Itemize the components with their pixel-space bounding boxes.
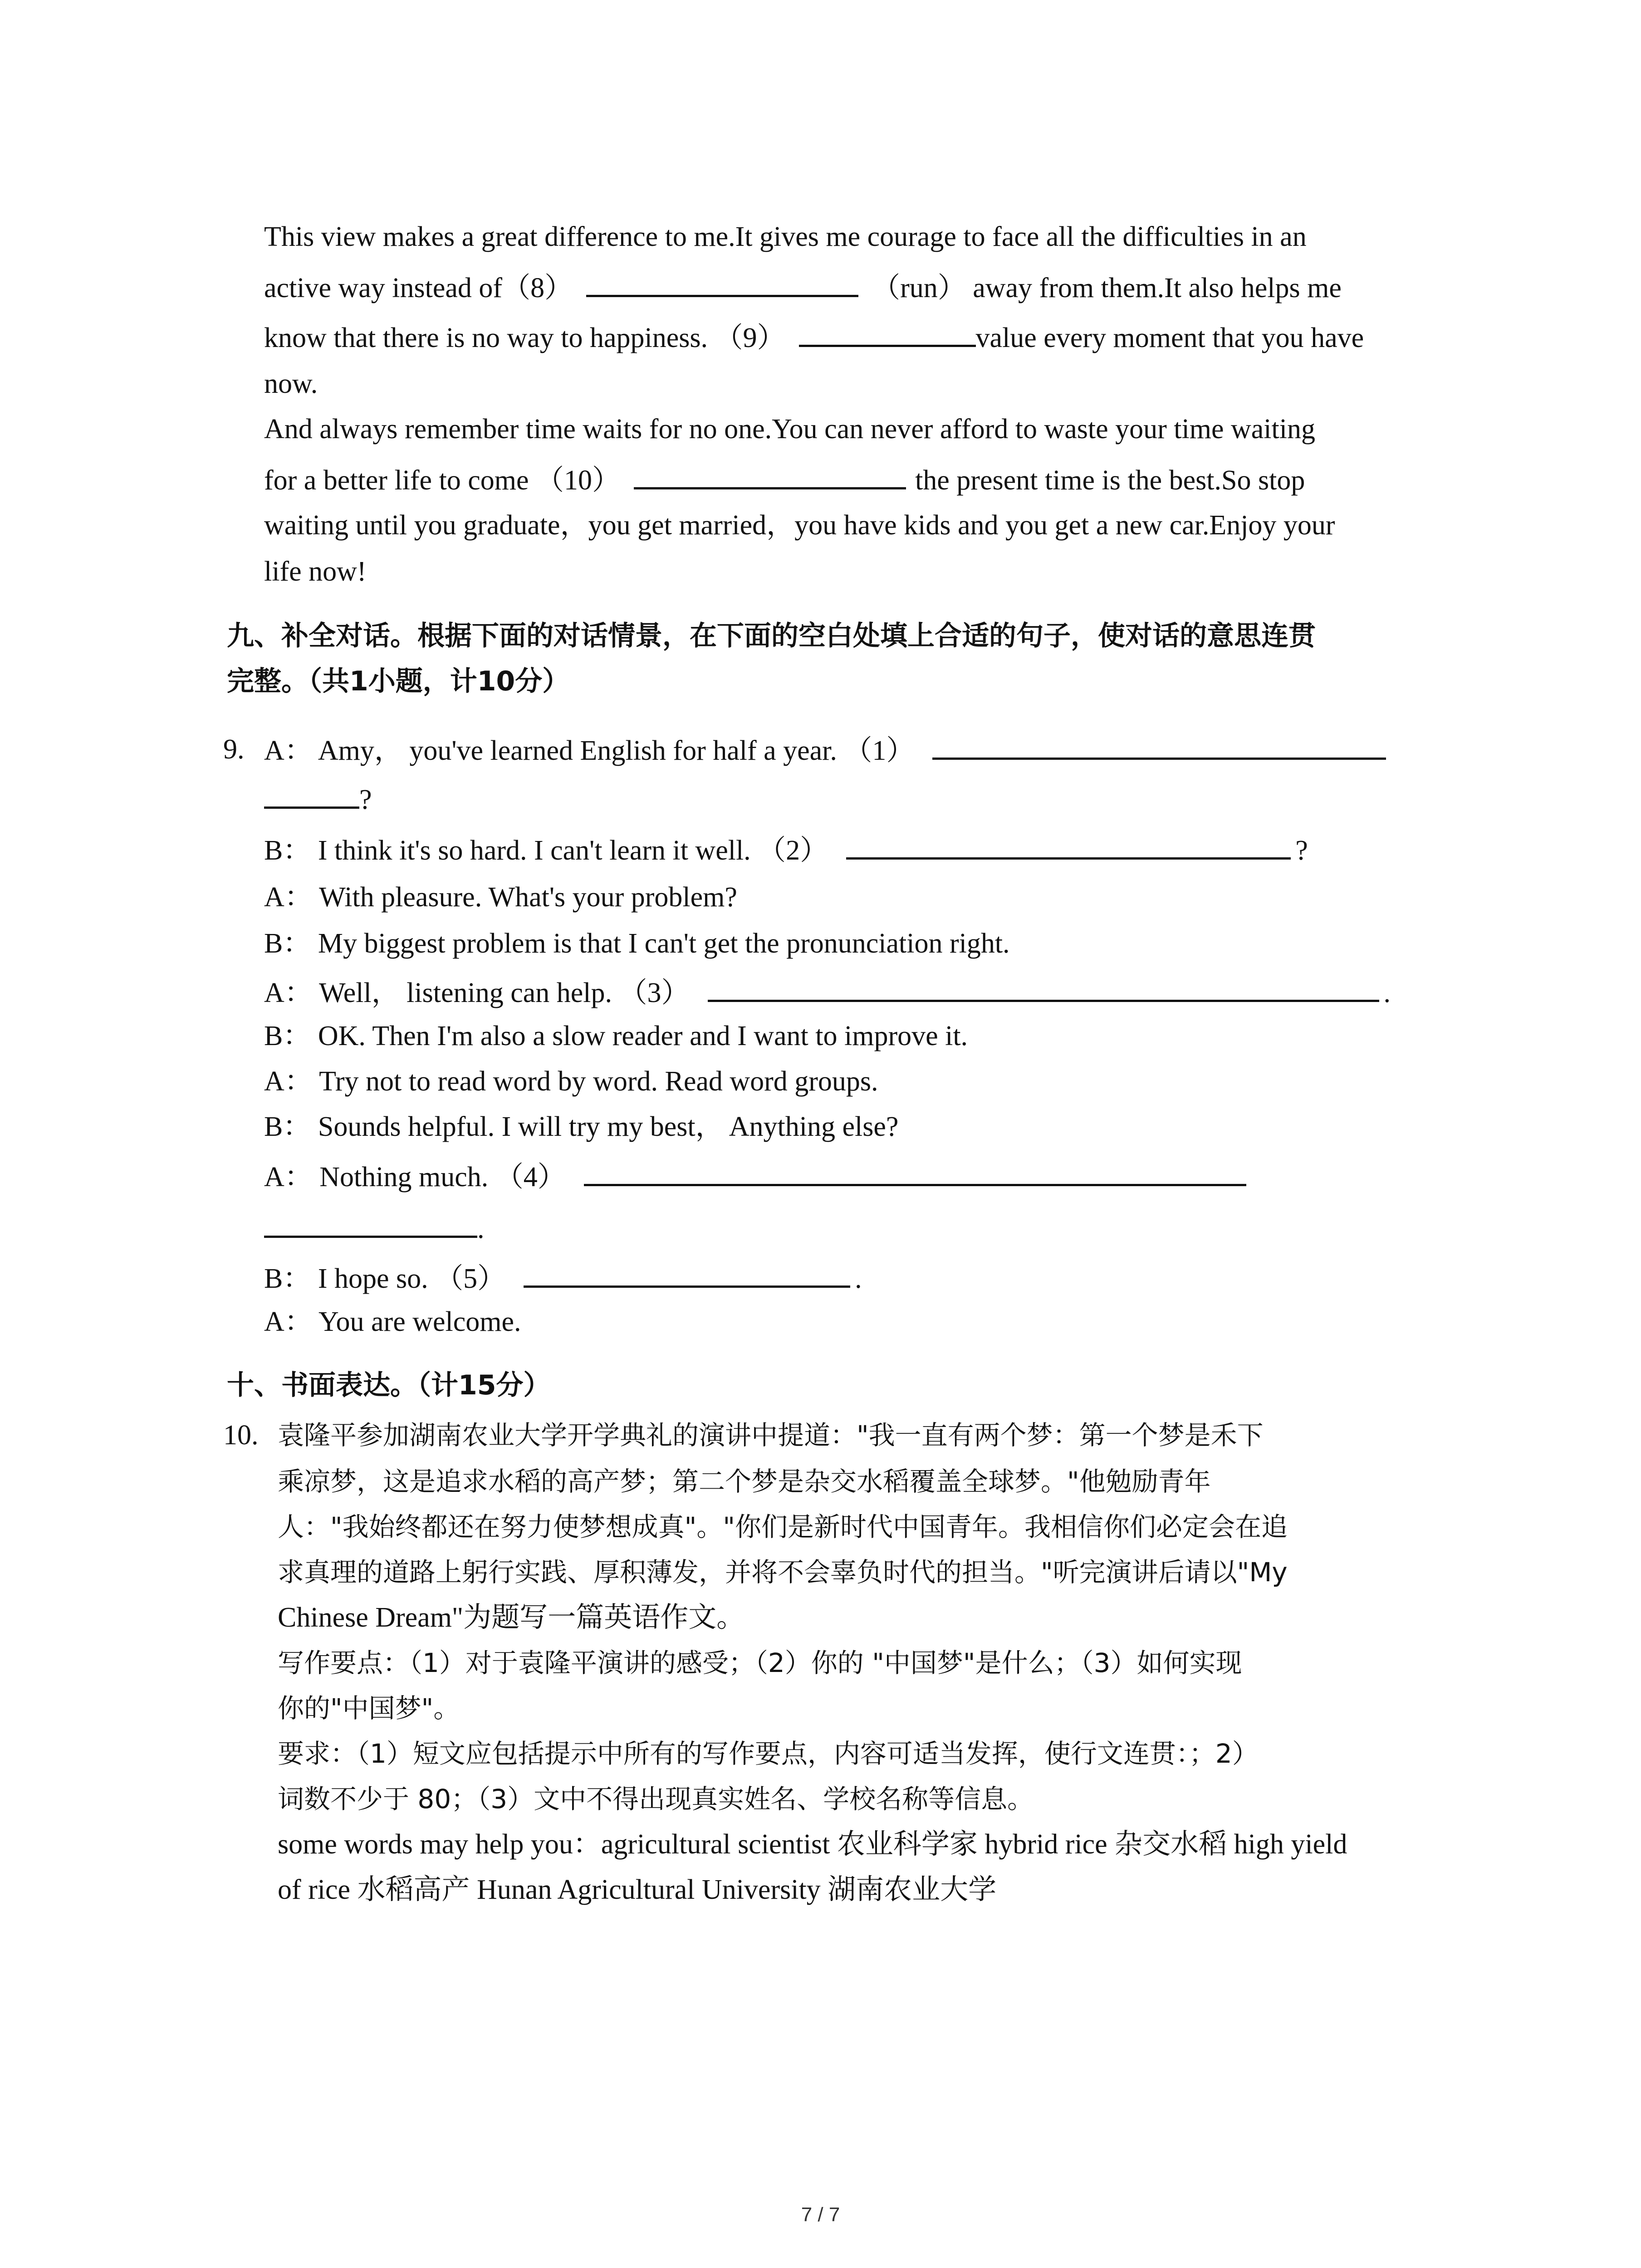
passage-text: active way instead of（8） xyxy=(264,273,573,303)
passage-line xyxy=(264,461,1305,499)
passage-line: life now! xyxy=(264,556,367,587)
dialogue-line: B： Sounds helpful. I will try my best， Anything else? xyxy=(264,1111,899,1142)
answer-blank-4[interactable] xyxy=(584,1158,1246,1186)
dialogue-line: B： My biggest problem is that I can't get the pronunciation right. xyxy=(264,928,1010,959)
passage-text: value every moment that you have xyxy=(975,323,1364,353)
dialogue-text: . xyxy=(1383,978,1391,1008)
prompt-line: of rice 水稻高产 Hunan Agricultural University 湖南农业大学 xyxy=(278,1874,997,1905)
passage-text: for a better life to come （10） xyxy=(264,465,621,496)
dialogue-line: A： With pleasure. What's your problem? xyxy=(264,882,737,913)
dialogue-text: . xyxy=(855,1263,862,1294)
dialogue-line xyxy=(264,731,1386,769)
section-9-heading: 九、补全对话。根据下面的对话情景，在下面的空白处填上合适的句子，使对话的意思连贯 xyxy=(227,620,1316,652)
section-9-heading: 完整。（共1小题，计10分） xyxy=(227,665,570,697)
question-number: 10. xyxy=(223,1420,259,1451)
answer-blank-5[interactable] xyxy=(524,1259,850,1288)
dialogue-text: ? xyxy=(359,784,372,815)
prompt-line: Chinese Dream"为题写一篇英语作文。 xyxy=(278,1602,745,1633)
answer-blank-1[interactable] xyxy=(932,731,1386,760)
answer-blank-2[interactable] xyxy=(846,831,1291,860)
dialogue-text: . xyxy=(477,1213,485,1244)
dialogue-line xyxy=(264,780,372,818)
passage-text: （run） away from them.It also helps me xyxy=(872,273,1342,303)
dialogue-line: A： Try not to read word by word. Read word groups. xyxy=(264,1066,878,1097)
dialogue-text: ? xyxy=(1295,835,1308,866)
dialogue-line: B： OK. Then I'm also a slow reader and I want to improve it. xyxy=(264,1021,968,1051)
passage-line xyxy=(264,318,1364,356)
answer-blank-1-cont[interactable] xyxy=(264,780,359,809)
dialogue-text: A： Amy， you've learned English for half a year. （1） xyxy=(264,735,915,766)
prompt-line: 人："我始终都还在努力使梦想成真"。"你们是新时代中国青年。我相信你们必定会在追 xyxy=(278,1511,1288,1542)
passage-line: This view makes a great difference to me.It gives me courage to face all the difficulties in an xyxy=(264,221,1307,252)
passage-text: the present time is the best.So stop xyxy=(915,465,1305,496)
dialogue-line: A： You are welcome. xyxy=(264,1306,521,1337)
dialogue-text: B： I think it's so hard. I can't learn it well. （2） xyxy=(264,835,828,866)
answer-blank-9[interactable] xyxy=(799,318,976,347)
prompt-line: 你的"中国梦"。 xyxy=(278,1693,460,1724)
dialogue-line xyxy=(264,1209,485,1247)
passage-text: know that there is no way to happiness. （9） xyxy=(264,323,785,353)
dialogue-text: B： I hope so. （5） xyxy=(264,1263,506,1294)
prompt-line: 求真理的道路上躬行实践、厚积薄发，并将不会辜负时代的担当。"听完演讲后请以"My xyxy=(278,1557,1288,1588)
answer-blank-4-cont[interactable] xyxy=(264,1209,477,1238)
passage-line: And always remember time waits for no one.You can never afford to waste your time waiting xyxy=(264,414,1315,445)
section-10-heading: 十、书面表达。（计15分） xyxy=(227,1369,551,1401)
answer-blank-10[interactable] xyxy=(634,461,906,489)
dialogue-text: A： Well， listening can help. （3） xyxy=(264,978,690,1008)
dialogue-line xyxy=(264,831,1308,869)
prompt-line: 词数不少于 80；（3）文中不得出现真实姓名、学校名称等信息。 xyxy=(278,1784,1034,1814)
passage-line xyxy=(264,269,1342,306)
dialogue-line xyxy=(264,1158,1246,1195)
dialogue-line xyxy=(264,973,1391,1011)
passage-line: waiting until you graduate，you get married，you have kids and you get a new car.Enjoy your xyxy=(264,510,1335,541)
prompt-line: 要求：（1）短文应包括提示中所有的写作要点，内容可适当发挥，使行文连贯：；2） xyxy=(278,1738,1259,1769)
passage-line: now. xyxy=(264,368,318,399)
answer-blank-8[interactable] xyxy=(586,269,858,297)
question-number: 9. xyxy=(223,734,245,765)
dialogue-line xyxy=(264,1259,862,1297)
page-number: 7 / 7 xyxy=(801,2204,840,2226)
prompt-line: 乘凉梦，这是追求水稻的高产梦；第二个梦是杂交水稻覆盖全球梦。"他勉励青年 xyxy=(278,1466,1211,1497)
prompt-line: 写作要点：（1）对于袁隆平演讲的感受；（2）你的 "中国梦"是什么；（3）如何实现 xyxy=(278,1647,1242,1678)
prompt-line: some words may help you：agricultural scientist 农业科学家 hybrid rice 杂交水稻 high yield xyxy=(278,1829,1347,1860)
prompt-line: 袁隆平参加湖南农业大学开学典礼的演讲中提道："我一直有两个梦：第一个梦是禾下 xyxy=(278,1420,1264,1451)
answer-blank-3[interactable] xyxy=(708,973,1379,1002)
dialogue-text: A： Nothing much. （4） xyxy=(264,1162,566,1193)
